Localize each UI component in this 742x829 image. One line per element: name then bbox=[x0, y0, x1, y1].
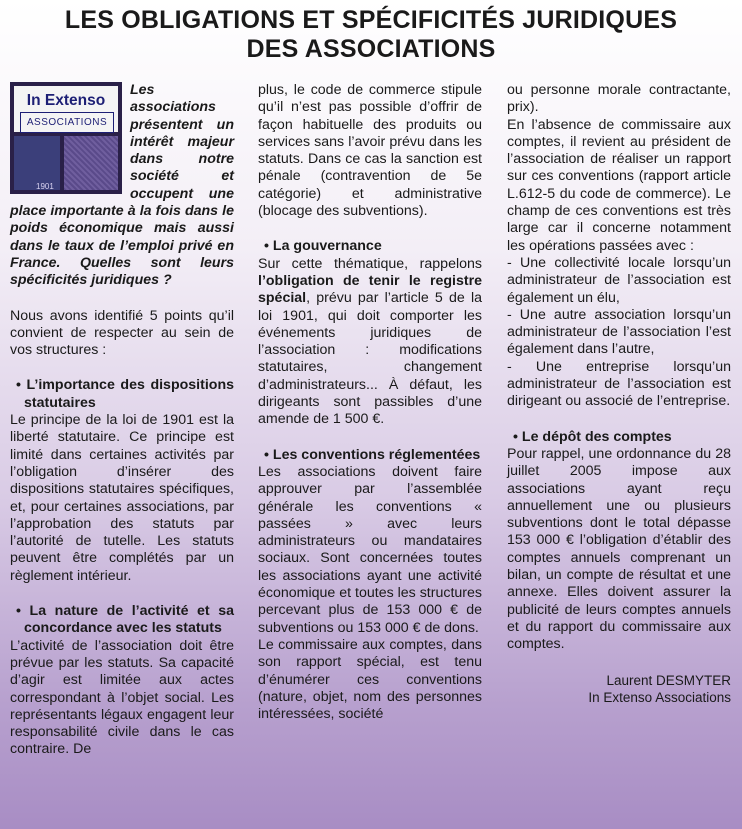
section-body-conventions-3: En l’absence de commissaire aux comptes, il revient au président de l’association de réaliser un rapport sur ces conventions (rapport article L.612-5 du code de commerce). Le champ de ces conventions est très large car il concerne notamment les opérations passées avec : bbox=[507, 116, 731, 254]
column-2 bbox=[258, 82, 482, 723]
intro-paragraph: Les associations présentent un intérêt majeur dans notre société et occupent une place importante à la fois dans le poids économique mais aussi dans le taux de l’emploi privé en France. Quelles sont leurs spécificités juridiques ? bbox=[10, 82, 234, 289]
convention-item-association: - Une autre association lorsqu’un administrateur de l’association l’est également dans l’autre, bbox=[507, 306, 731, 358]
section-body-conventions-1: Les associations doivent faire approuver par l’assemblée générale les conventions « passées » avec leurs administrateurs ou mandataires sociaux. Sont concernées toutes les associations ayant une activité économique et toutes les structures percevant plus de 153 000 € de subventions ou 153 000 € de dons. bbox=[258, 463, 482, 636]
section-body-conventions-2: Le commissaire aux comptes, dans son rapport spécial, est tenu d’énumérer ces conventions (nature, objet, nom des personnes intéressées, société bbox=[258, 636, 482, 723]
section-body-activite: L’activité de l’association doit être prévue par les statuts. Sa capacité d’agir est limitée aux actes correspondant à l’objet social. Les représentants légaux engagent leur responsabilité civile dans le cas contraire. De bbox=[10, 637, 234, 758]
convention-item-entreprise: - Une entreprise lorsqu’un administrateur de l’association est dirigeant ou associé de l’entreprise. bbox=[507, 358, 731, 410]
title-line-2: DES ASSOCIATIONS bbox=[246, 35, 496, 63]
section-body-statuts: Le principe de la loi de 1901 est la liberté statutaire. Ce principe est limité dans certaines activités par l’obligation d’insérer des dispositions statutaires spécifiques, et, pour certaines associations, par l’approbation des statuts par l’autorité de tutelle. Les statuts peuvent être complétés par un règlement intérieur. bbox=[10, 412, 234, 584]
author-organization: In Extenso Associations bbox=[588, 690, 731, 705]
section-heading-activite: • La nature de l’activité et sa concordance avec les statuts bbox=[16, 603, 234, 637]
article-title bbox=[0, 6, 742, 64]
section-heading-conventions: • Les conventions réglementées bbox=[264, 446, 481, 463]
section-body-activite-cont: plus, le code de commerce stipule qu’il n’est pas possible d’offrir de façon habituelle des produits ou services sans l’avoir prévu dans les statuts. Dans ce cas la sanction est pénale (contravention de 5e catégorie) et administrative (blocage des subventions). bbox=[258, 82, 482, 220]
section-body-gouvernance: Sur cette thématique, rappelons l’obligation de tenir le registre spécial, prévu par l’article 5 de la loi 1901, qui doit comporter les événements juridiques de l’association : modifications statutaires, changement d’administrateurs... À défaut, les dirigeants sont passibles d’une amende de 1 500 €. bbox=[258, 255, 482, 428]
section-body-depot: Pour rappel, une ordonnance du 28 juillet 2005 impose aux associations ayant reçu annuellement une ou plusieurs subventions dont le total dépasse 153 000 € l’obligation d’établir des comptes annuels comprenant un bilan, un compte de résultat et une annexe. Elles doivent assurer la publicité de leurs comptes annuels et du rapport du commissaire aux comptes. bbox=[507, 445, 731, 653]
column-3 bbox=[507, 82, 731, 707]
section-heading-gouvernance: • La gouvernance bbox=[264, 238, 382, 255]
in-extenso-logo: In Extenso ASSOCIATIONS 1901 bbox=[10, 82, 122, 194]
column-1 bbox=[10, 82, 234, 759]
section-body-conventions-2-cont: ou personne morale contractante, prix). bbox=[507, 82, 731, 116]
title-line-1: LES OBLIGATIONS ET SPÉCIFICITÉS JURIDIQUES bbox=[64, 6, 678, 34]
section-heading-statuts: • L’importance des dispositions statutaires bbox=[16, 377, 234, 411]
lead-paragraph: Nous avons identifié 5 points qu’il convient de respecter au sein de vos structures : bbox=[10, 307, 234, 359]
author-name: Laurent DESMYTER bbox=[606, 672, 731, 688]
section-heading-depot: • Le dépôt des comptes bbox=[513, 428, 672, 445]
convention-item-collectivite: - Une collectivité locale lorsqu’un administrateur de l’association est également un élu, bbox=[507, 254, 731, 306]
